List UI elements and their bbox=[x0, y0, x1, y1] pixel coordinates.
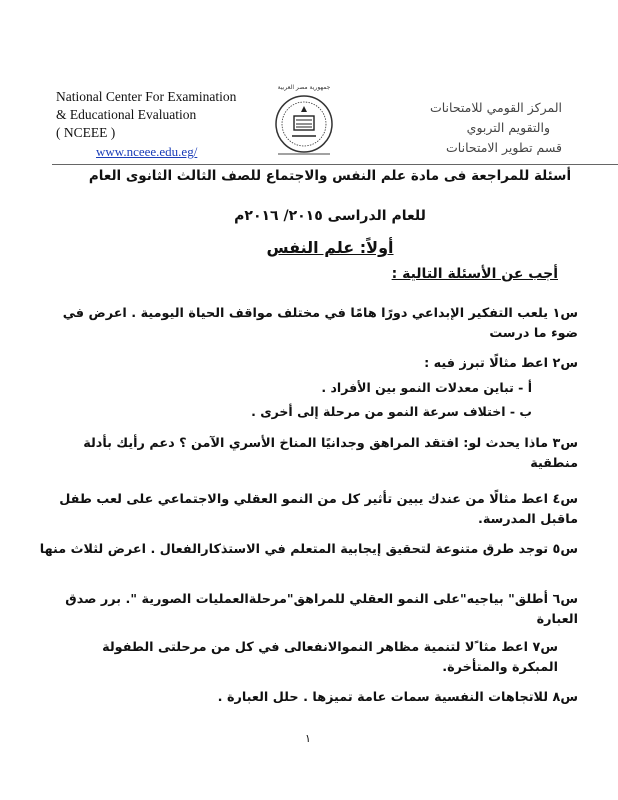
header-ar-line-2: والتقويم التربوي bbox=[466, 120, 550, 135]
question-7: س٧ اعط مثا ًلا لتنمية مظاهر النموالانفعالى في كل من مرحلتى الطفولة المبكرة والمتأخرة. bbox=[102, 640, 558, 675]
header-english-block bbox=[56, 88, 236, 142]
header-en-line-3: ( NCEEE ) bbox=[56, 125, 116, 140]
logo-caption: جمهورية مصر العربية bbox=[277, 84, 331, 91]
header-divider bbox=[52, 164, 618, 165]
question-2a: أ - تباين معدلات النمو بين الأفراد . bbox=[321, 380, 532, 395]
header-url-link[interactable]: www.nceee.edu.eg/ bbox=[96, 144, 198, 159]
header-en-line-2: & Educational Evaluation bbox=[56, 107, 197, 122]
instruction: أجب عن الأسئلة التالية : bbox=[391, 266, 558, 282]
header-en-line-1: National Center For Examination bbox=[56, 89, 237, 104]
academic-year: للعام الدراسى ٢٠١٥/ ٢٠١٦م bbox=[234, 208, 426, 224]
question-5: س٥ توجد طرق متنوعة لتحقيق إيجابية المتعلم في الاستذكارالفعال . اعرض لثلاث منها bbox=[39, 542, 578, 557]
section-title: أولاً: علم النفس bbox=[266, 238, 394, 257]
question-2: س٢ اعط مثالًا تبرز فيه : bbox=[424, 356, 578, 371]
question-8: س٨ للاتجاهات النفسية سمات عامة تميزها . حلل العبارة . bbox=[217, 690, 578, 705]
question-1: س١ يلعب التفكير الإبداعي دورًا هامًا في مختلف مواقف الحياة اليومية . اعرض في ضوء ما درست bbox=[62, 306, 578, 341]
header-ar-line-1: المركز القومي للامتحانات bbox=[429, 100, 562, 115]
question-3: س٣ ماذا يحدث لو: افتقد المراهق وجدانيًا المناخ الأسري الآمن ؟ دعم رأيك بأدلة منطقية bbox=[83, 436, 578, 471]
document-title: أسئلة للمراجعة فى مادة علم النفس والاجتماع للصف الثالث الثانوى العام bbox=[88, 168, 572, 184]
question-2b: ب - اختلاف سرعة النمو من مرحلة إلى أخرى . bbox=[251, 404, 532, 419]
header-ar-line-3: قسم تطوير الامتحانات bbox=[446, 140, 562, 155]
question-6: س٦ أطلق" بياجيه"على النمو العقلي للمراهق"مرحلةالعمليات الصورية ". برر صدق العبارة bbox=[65, 592, 578, 627]
header-arabic-block bbox=[322, 98, 562, 158]
question-4: س٤ اعط مثالًا من عندك يبين تأثير كل من النمو العقلي والاجتماعي على لعب طفل ماقبل المدرسة. bbox=[59, 492, 578, 527]
page-number: ١ bbox=[305, 732, 311, 745]
